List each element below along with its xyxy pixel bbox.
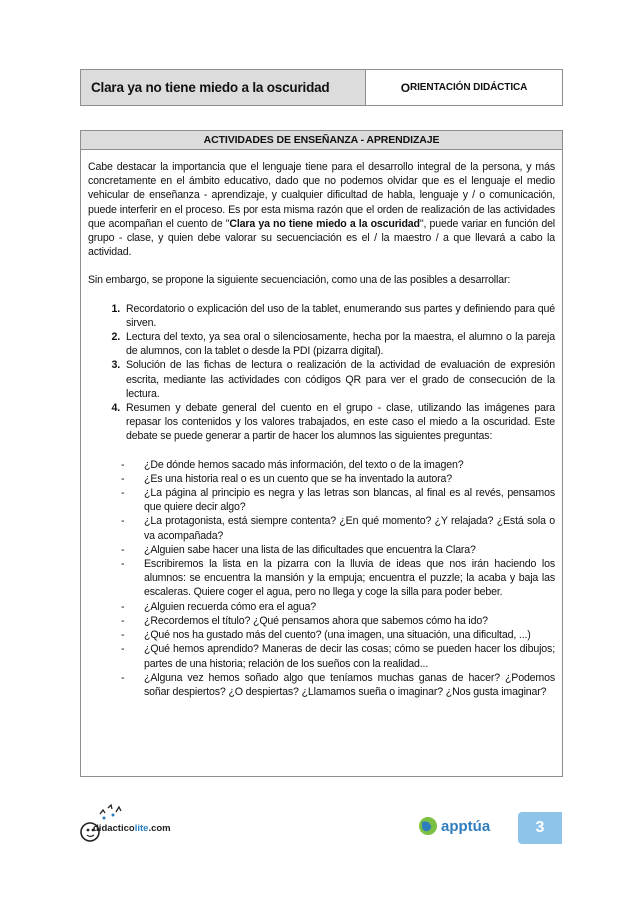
list-item: [88, 514, 555, 542]
question-text: ¿La página al principio es negra y las letras son blancas, al final es al revés, pensamos que quiere decir algo?: [144, 487, 555, 514]
dash-bullet: -: [121, 515, 125, 528]
list-item: [88, 557, 555, 600]
dash-bullet: -: [121, 543, 125, 556]
section-label-initial: O: [400, 80, 410, 95]
dash-bullet: -: [121, 472, 125, 485]
activities-title: ACTIVIDADES DE ENSEÑANZA - APRENDIZAJE: [81, 131, 562, 150]
list-item: [88, 628, 555, 642]
intro-story-title: Clara ya no tiene miedo a la oscuridad: [229, 217, 420, 230]
dash-bullet: -: [121, 487, 125, 500]
list-item: [88, 330, 555, 358]
step-number: 2.: [111, 331, 120, 344]
apptua-globe-icon: [418, 816, 438, 836]
apptua-text: apptúa: [441, 817, 491, 835]
dash-bullet: -: [121, 558, 125, 571]
list-item: [88, 614, 555, 628]
step-text: Lectura del texto, ya sea oral o silenciosamente, hecha por la maestra, el alumno o la pareja de alumnos, con la tablet o desde la PDI (pizarra digital).: [126, 331, 555, 358]
page-number: 3: [518, 812, 562, 844]
question-text: Escribiremos la lista en la pizarra con la lluvia de ideas que nos irán haciendo los alumnos: se encuentra la mansión y la empuja; encuentra el puzzle; la acaba y baja las escaleras. Quiere coger el agua, pero no llega y coge la silla para poder beber.: [144, 558, 555, 599]
document-header: [80, 69, 563, 106]
didacticolite-brand: [93, 823, 171, 834]
apptua-logo: [418, 816, 490, 836]
question-text: ¿De dónde hemos sacado más información, del texto o de la imagen?: [144, 458, 464, 471]
question-text: ¿Alguna vez hemos soñado algo que teníamos muchas ganas de hacer? ¿Podemos soñar despiertos? ¿O despiertas? ¿Llamamos sueña o imaginar? ¿Nos gusta imaginar?: [144, 671, 555, 698]
activities-box: [80, 130, 563, 777]
step-text: Solución de las fichas de lectura o realización de la actividad de evaluación de expresión escrita, mediante las actividades con códigos QR para ver el grado de consecución de la lectura.: [126, 359, 555, 400]
brand-part-c: .com: [148, 823, 171, 834]
dash-bullet: -: [121, 643, 125, 656]
list-item: [88, 458, 555, 472]
list-item: [88, 302, 555, 330]
list-item: [88, 671, 555, 699]
step-text: Resumen y debate general del cuento en el grupo - clase, utilizando las imágenes para repasar los contenidos y los valores trabajados, en este caso el miedo a la oscuridad. Este debate se puede generar a partir de hacer los alumnos las siguientes preguntas:: [126, 402, 555, 443]
dash-bullet: -: [121, 614, 125, 627]
step-number: 1.: [111, 302, 120, 315]
list-item: [88, 401, 555, 444]
intro-paragraph: [88, 160, 555, 259]
question-text: ¿Recordemos el título? ¿Qué pensamos ahora que sabemos cómo ha ido?: [144, 614, 488, 627]
dash-bullet: -: [121, 671, 125, 684]
list-item: [88, 642, 555, 670]
list-item: [88, 472, 555, 486]
steps-list: [88, 302, 555, 444]
intro-text-a: Cabe destacar la importancia que el lenguaje tiene para el desarrollo integral de la persona, y más concretamente en el ámbito educativo, dado que no podemos olvidar que es el lenguaje el medio vehicular de enseñanza - aprendizaje, y cualquier dificultad de habla, lenguaje y / o comunicación, puede interferir en el proceso. Es por esta misma razón que el orden de realización de las actividades que acompañan el cuento de ": [88, 161, 555, 230]
question-text: ¿La protagonista, está siempre contenta? ¿En qué momento? ¿Y relajada? ¿Está sola o va acompañada?: [144, 515, 555, 542]
activities-content: [81, 150, 562, 699]
question-text: ¿Qué nos ha gustado más del cuento? (una imagen, una situación, una dificultad, ...): [144, 629, 531, 642]
dash-bullet: -: [121, 629, 125, 642]
brand-part-a: didactico: [93, 823, 135, 834]
question-text: ¿Qué hemos aprendido? Maneras de decir las cosas; cómo se pueden hacer los dibujos; partes de una historia; relación de los sueños con la realidad...: [144, 643, 555, 670]
list-item: [88, 358, 555, 401]
story-title: Clara ya no tiene miedo a la oscuridad: [81, 70, 366, 105]
questions-list: [88, 458, 555, 699]
step-number: 4.: [111, 402, 120, 415]
step-text: Recordatorio o explicación del uso de la tablet, enumerando sus partes y definiendo para qué sirven.: [126, 302, 555, 329]
list-item: [88, 543, 555, 557]
question-text: ¿Alguien sabe hacer una lista de las dificultades que encuentra la Clara?: [144, 543, 476, 556]
list-item: [88, 600, 555, 614]
question-text: ¿Alguien recuerda cómo era el agua?: [144, 600, 317, 613]
dash-bullet: -: [121, 600, 125, 613]
section-label: [366, 70, 562, 105]
sequence-paragraph: Sin embargo, se propone la siguiente secuenciación, como una de las posibles a desarrollar:: [88, 274, 511, 287]
brand-part-b: lite: [134, 823, 149, 834]
intro-text-b: ", puede variar en función del grupo - clase, y quien debe valorar su secuenciación es el / la maestro / a que llevará a cabo la actividad.: [88, 217, 556, 259]
list-item: [88, 486, 555, 514]
section-label-rest: RIENTACIÓN DIDÁCTICA: [409, 82, 528, 93]
question-text: ¿Es una historia real o es un cuento que se ha inventado la autora?: [144, 472, 452, 485]
dash-bullet: -: [121, 458, 125, 471]
step-number: 3.: [111, 359, 120, 372]
